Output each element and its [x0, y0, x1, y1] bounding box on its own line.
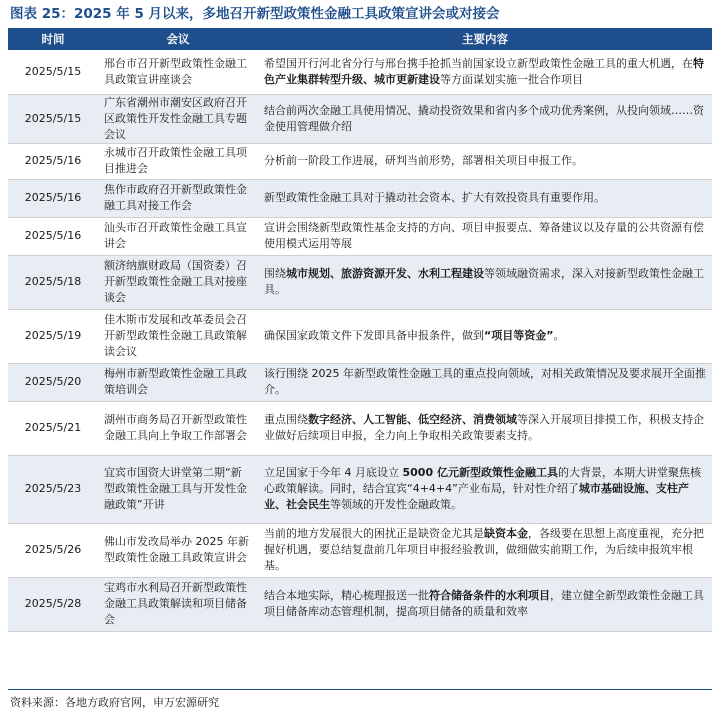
- table-row: [8, 455, 712, 523]
- content-highlight: 数字经济、人工智能、低空经济、消费领域: [308, 413, 517, 426]
- meetings-table: [8, 28, 712, 632]
- table-row: [8, 50, 712, 94]
- content-text: ，建立健全新型政策性金融工具项目储备库动态管理机制，提高项目储备的质量和效率: [264, 589, 704, 618]
- content-highlight: “项目等资金”: [484, 329, 554, 342]
- cell-date: 2025/5/16: [8, 179, 98, 217]
- cell-meeting: 焦作市政府召开新型政策性金融工具对接工作会: [98, 179, 258, 217]
- content-text: 立足国家于今年 4 月底设立: [264, 466, 403, 479]
- cell-date: 2025/5/15: [8, 94, 98, 143]
- cell-meeting: 额济纳旗财政局（国资委）召开新型政策性金融工具对接座谈会: [98, 255, 258, 309]
- table-row: [8, 577, 712, 631]
- content-text: 围绕: [264, 267, 286, 280]
- content-text: 。: [553, 329, 565, 342]
- cell-meeting: 梅州市新型政策性金融工具政策培训会: [98, 363, 258, 401]
- content-text: 等领域融资需求，深入对接新型政策性金融工具。: [264, 267, 704, 296]
- cell-content: [258, 217, 712, 255]
- cell-date: 2025/5/18: [8, 255, 98, 309]
- header-meeting: 会议: [98, 28, 258, 50]
- cell-date: 2025/5/16: [8, 217, 98, 255]
- table-row: [8, 179, 712, 217]
- content-text: 重点围绕: [264, 413, 308, 426]
- cell-content: [258, 179, 712, 217]
- content-text: 结合本地实际，精心梳理报送一批: [264, 589, 429, 602]
- content-text: ，各级要在思想上高度重视，充分把握好机遇，要总结复盘前几年项目申报经验教训，做细做实前期工作，为后续申报筑牢根基。: [264, 527, 704, 572]
- cell-meeting: 永城市召开政策性金融工具项目推进会: [98, 143, 258, 179]
- cell-date: 2025/5/20: [8, 363, 98, 401]
- cell-meeting: 广东省潮州市潮安区政府召开区政策性开发性金融工具专题会议: [98, 94, 258, 143]
- cell-content: [258, 50, 712, 94]
- content-highlight: 城市规划、旅游资源开发、水利工程建设: [286, 267, 484, 280]
- cell-content: [258, 523, 712, 577]
- cell-date: 2025/5/21: [8, 401, 98, 455]
- table-row: [8, 94, 712, 143]
- cell-content: [258, 309, 712, 363]
- cell-content: [258, 401, 712, 455]
- table-row: [8, 363, 712, 401]
- content-text: 新型政策性金融工具对于撬动社会资本、扩大有效投资具有重要作用。: [264, 191, 605, 204]
- cell-date: 2025/5/23: [8, 455, 98, 523]
- cell-date: 2025/5/19: [8, 309, 98, 363]
- table-row: [8, 401, 712, 455]
- footer-divider: [8, 689, 712, 690]
- content-highlight: 5000 亿元新型政策性金融工具: [402, 466, 558, 479]
- content-text: 当前的地方发展很大的困扰正是缺资金尤其是: [264, 527, 484, 540]
- cell-meeting: 宜宾市国资大讲堂第二期“新型政策性金融工具与开发性金融政策”开讲: [98, 455, 258, 523]
- table-row: [8, 217, 712, 255]
- cell-date: 2025/5/16: [8, 143, 98, 179]
- cell-content: [258, 94, 712, 143]
- cell-meeting: 汕头市召开政策性金融工具宣讲会: [98, 217, 258, 255]
- cell-date: 2025/5/28: [8, 577, 98, 631]
- cell-content: [258, 255, 712, 309]
- content-text: 分析前一阶段工作进展，研判当前形势，部署相关项目申报工作。: [264, 154, 583, 167]
- content-text: 宣讲会围绕新型政策性基金支持的方向、项目申报要点、筹备建议以及存量的公共资源有偿使用模式运用等展: [264, 221, 704, 250]
- table-header-row: [8, 28, 712, 50]
- figure: [8, 0, 712, 632]
- content-text: 结合前两次金融工具使用情况、撬动投资效果和省内多个成功优秀案例，从投向领域……资金使用管理做介绍: [264, 103, 704, 133]
- content-text: 等深入开展项目排摸工作，积极支持企业做好后续项目申报，全力向上争取相关政策要素支持。: [264, 413, 704, 442]
- header-content: 主要内容: [258, 28, 712, 50]
- content-text: 等领域的开发性金融政策。: [330, 498, 462, 511]
- content-highlight: 城市基础设施、支柱产业、社会民生: [264, 482, 689, 511]
- cell-content: [258, 455, 712, 523]
- content-text: 该行围绕 2025 年新型政策性金融工具的重点投向领域，对相关政策情况及要求展开全面推介。: [264, 367, 706, 396]
- cell-meeting: 邢台市召开新型政策性金融工具政策宣讲座谈会: [98, 50, 258, 94]
- cell-content: [258, 143, 712, 179]
- cell-meeting: 宝鸡市水利局召开新型政策性金融工具政策解读和项目储备会: [98, 577, 258, 631]
- content-text: 希望国开行河北省分行与邢台携手抢抓当前国家设立新型政策性金融工具的重大机遇，在: [264, 56, 693, 70]
- table-row: [8, 309, 712, 363]
- content-text: 等方面谋划实施一批合作项目: [440, 72, 583, 86]
- cell-meeting: 佳木斯市发展和改革委员会召开新型政策性金融工具政策解读会议: [98, 309, 258, 363]
- cell-date: 2025/5/26: [8, 523, 98, 577]
- figure-title: 图表 25：2025 年 5 月以来，多地召开新型政策性金融工具政策宣讲会或对接会: [10, 6, 500, 22]
- content-highlight: 符合储备条件的水利项目: [429, 589, 550, 602]
- cell-meeting: 湖州市商务局召开新型政策性金融工具向上争取工作部署会: [98, 401, 258, 455]
- content-text: 的大背景，本期大讲堂聚焦核心政策解读。同时，结合宜宾“4+4+4”产业布局，针对性介绍了: [264, 466, 701, 495]
- table-row: [8, 523, 712, 577]
- cell-content: [258, 363, 712, 401]
- content-text: 确保国家政策文件下发即具备申报条件，做到: [264, 329, 484, 342]
- cell-content: [258, 577, 712, 631]
- source-note: 资料来源：各地方政府官网，申万宏源研究: [10, 696, 219, 709]
- cell-meeting: 佛山市发改局举办 2025 年新型政策性金融工具政策宣讲会: [98, 523, 258, 577]
- content-highlight: 缺资本金: [484, 527, 528, 540]
- cell-date: 2025/5/15: [8, 50, 98, 94]
- content-highlight: 特色产业集群转型升级、城市更新建设: [264, 56, 704, 86]
- header-date: 时间: [8, 28, 98, 50]
- table-row: [8, 143, 712, 179]
- table-row: [8, 255, 712, 309]
